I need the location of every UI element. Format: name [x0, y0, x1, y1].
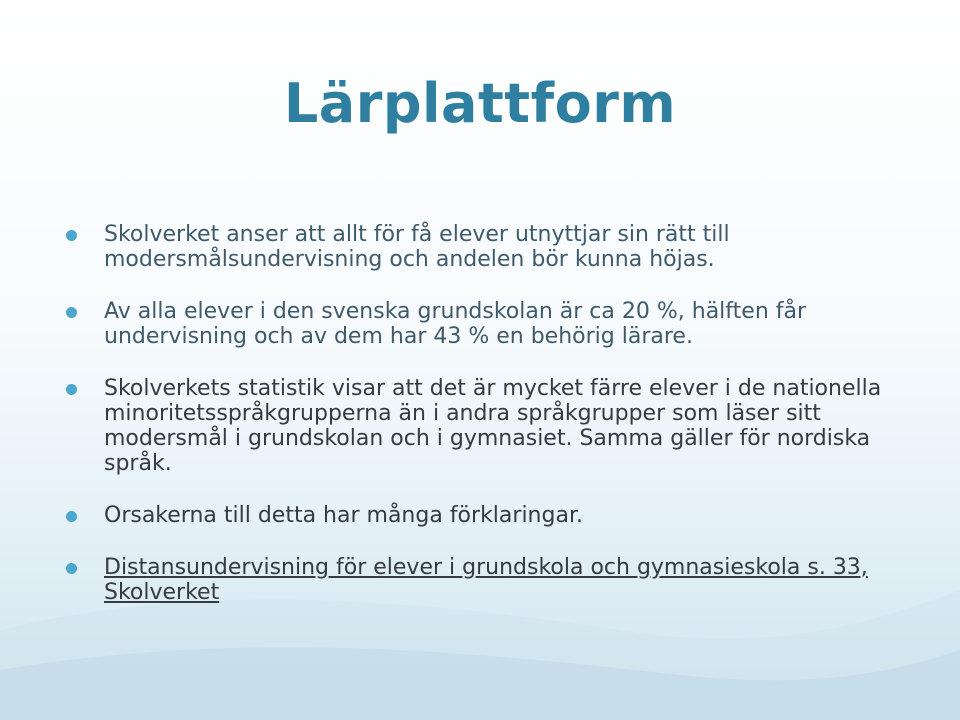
bullet-text: Skolverkets statistik visar att det är mycket färre elever i de nationella minoritetsspråkgrupperna än i andra språkgrupper som läser sitt modersmål i grundskolan och i gymnasiet. Samma gäller för nordiska språk.: [104, 376, 882, 476]
bullet-text: Skolverket anser att allt för få elever utnyttjar sin rätt till modersmålsundervisning och andelen bör kunna höjas.: [104, 222, 730, 272]
slide-title: Lärplattform: [283, 72, 677, 135]
bullet-item: [64, 299, 904, 349]
bullet-dot-icon: [66, 230, 77, 241]
bullet-list: [64, 222, 904, 605]
bullet-text: Orsakerna till detta har många förklaringar.: [104, 503, 583, 528]
bullet-dot-icon: [66, 511, 77, 522]
bullet-item: [64, 503, 904, 528]
bullet-dot-icon: [66, 384, 77, 395]
bullet-item: [64, 376, 904, 476]
bullet-item: [64, 222, 904, 272]
bullet-dot-icon: [66, 563, 77, 574]
bullet-dot-icon: [66, 307, 77, 318]
bullet-text: Av alla elever i den svenska grundskolan är ca 20 %, hälften får undervisning och av dem har 43 % en behörig lärare.: [104, 299, 807, 349]
bullet-item[interactable]: [64, 555, 904, 605]
source-link[interactable]: Distansundervisning för elever i grundskola och gymnasieskola s. 33, Skolverket: [104, 555, 868, 605]
